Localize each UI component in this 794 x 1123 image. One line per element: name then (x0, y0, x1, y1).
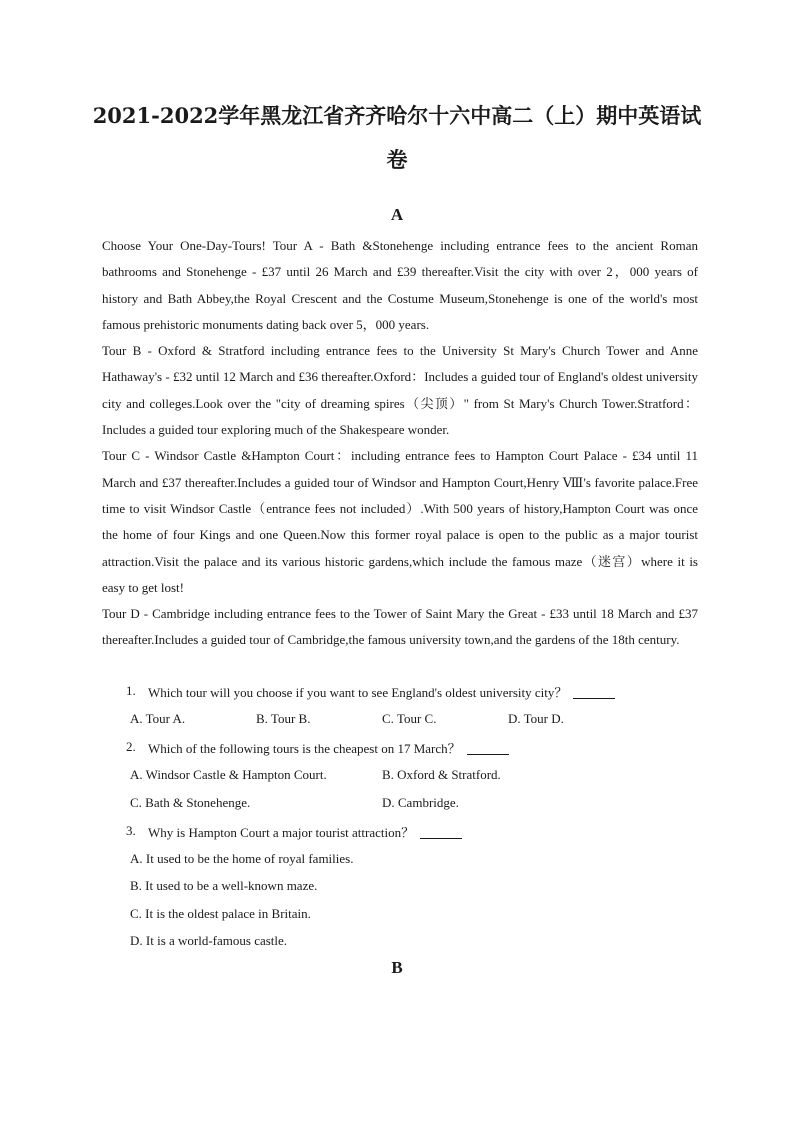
question-number: 2. (126, 739, 136, 754)
question-2-options-row-1 (102, 761, 698, 789)
option-d[interactable]: D. Cambridge. (382, 795, 459, 810)
option-c[interactable]: C. It is the oldest palace in Britain. (130, 905, 311, 921)
answer-blank[interactable] (467, 740, 509, 755)
question-text: Which tour will you choose if you want to see England's oldest university city？ (148, 684, 568, 700)
passage-paragraph-tour-a: Choose Your One-Day-Tours! Tour A - Bath &Stonehenge including entrance fees to the ancient Roman bathrooms and Stonehenge - £37 until 26 March and £39 thereafter.Visit the city with over 2，000 years of history and Bath Abbey,the Royal Crescent and the Costume Museum,Stonehenge is one of the world's most famous prehistoric monuments dating back over 5，000 years. (102, 238, 698, 332)
question-number: 1. (126, 683, 136, 698)
answer-blank[interactable] (573, 684, 615, 699)
option-a[interactable]: A. It used to be the home of royal families. (130, 850, 354, 866)
passage-paragraph-tour-b: Tour B - Oxford & Stratford including entrance fees to the University St Mary's Church Tower and Anne Hathaway's - £32 until 12 March and £36 thereafter.Oxford：Includes a guided tour of England's oldest university city and colleges.Look over the "city of dreaming spires（尖顶）" from St Mary's Church Tower.Stratford：Includes a guided tour exploring much of the Shakespeare wonder. (102, 343, 698, 438)
option-b[interactable]: B. It used to be a well-known maze. (130, 878, 318, 894)
option-a[interactable]: A. Windsor Castle & Hampton Court. (130, 767, 327, 782)
exam-title: 2021-2022学年黑龙江省齐齐哈尔十六中高二（上）期中英语试卷 (92, 103, 702, 172)
option-d[interactable]: D. It is a world-famous castle. (130, 933, 288, 949)
question-text: Which of the following tours is the cheapest on 17 March？ (148, 740, 461, 756)
option-d[interactable]: D. Tour D. (508, 711, 564, 726)
question-1-options (102, 705, 698, 733)
section-heading-b: B (391, 958, 403, 977)
option-c[interactable]: C. Bath & Stonehenge. (130, 795, 251, 810)
passage-paragraph-tour-c: Tour C - Windsor Castle &Hampton Court：including entrance fees to Hampton Court Palace - £34 until 11 March and £37 thereafter.Includes a guided tour of Windsor and Hampton Court,Henry Ⅷ's favorite palace.Free time to visit Windsor Castle（entrance fees not included）.With 500 years of history,Hampton Court was once the home of four Kings and one Queen.Now this former royal palace is open to the public as a major tourist attraction.Visit the palace and its various historic gardens,which include the famous maze（迷宫）where it is easy to get lost! (102, 448, 698, 595)
reading-passage (102, 233, 698, 654)
question-text: Why is Hampton Court a major tourist attraction？ (148, 824, 415, 840)
question-2-options-row-2 (102, 789, 698, 817)
question-2 (102, 733, 698, 761)
question-3 (102, 817, 698, 845)
option-c[interactable]: C. Tour C. (382, 711, 437, 726)
question-number: 3. (126, 823, 136, 838)
question-list (102, 677, 698, 955)
passage-paragraph-tour-d: Tour D - Cambridge including entrance fees to the Tower of Saint Mary the Great - £33 until 18 March and £37 thereafter.Includes a guided tour of Cambridge,the famous university town,and the gardens of the 18th century. (102, 606, 698, 648)
option-b[interactable]: B. Oxford & Stratford. (382, 767, 501, 782)
answer-blank[interactable] (420, 824, 462, 839)
question-1 (102, 677, 698, 705)
option-b[interactable]: B. Tour B. (256, 711, 311, 726)
option-a[interactable]: A. Tour A. (130, 711, 186, 726)
section-heading-a: A (390, 205, 404, 224)
